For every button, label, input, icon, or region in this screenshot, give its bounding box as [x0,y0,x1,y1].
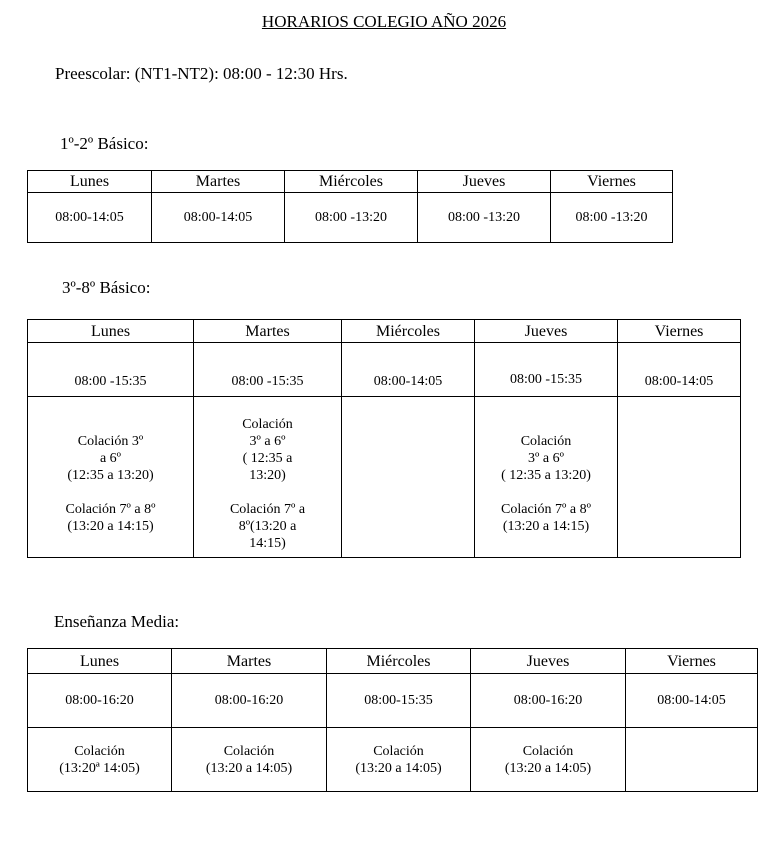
basico-1-2-heading: 1º-2º Básico: [60,134,149,153]
day-header: Martes [172,649,327,674]
day-header: Jueves [418,171,551,193]
media-heading: Enseñanza Media: [54,612,180,631]
hours-cell: 08:00-14:05 [618,343,741,397]
table-header-row [28,649,758,674]
table-row [28,728,758,792]
hours-cell: 08:00 -15:35 [194,343,342,397]
day-header: Miércoles [327,649,471,674]
colacion-cell: Colación 3º a 6º ( 12:35 a 13:20) Colación 7º a 8º (13:20 a 14:15) [501,434,591,534]
media-table [27,648,758,792]
basico-1-2-table [27,170,673,243]
preescolar-schedule: Preescolar: (NT1-NT2): 08:00 - 12:30 Hrs. [55,64,348,83]
colacion-cell: Colación 3º a 6º (12:35 a 13:20) Colación 7º a 8º (13:20 a 14:15) [65,434,156,534]
day-header: Lunes [28,649,172,674]
hours-cell: 08:00-14:05 [626,674,758,728]
colacion-cell: Colación (13:20 a 14:05) [205,743,293,776]
basico-3-8-heading: 3º-8º Básico: [62,278,151,297]
hours-cell: 08:00 -13:20 [551,193,673,243]
day-header: Martes [152,171,285,193]
day-header: Lunes [28,320,194,343]
day-header: Martes [194,320,342,343]
basico-3-8-table [27,319,741,558]
hours-cell: 08:00 -13:20 [285,193,418,243]
day-header: Miércoles [285,171,418,193]
hours-cell: 08:00 -15:35 [475,343,618,397]
table-row [28,674,758,728]
hours-cell: 08:00-15:35 [327,674,471,728]
day-header: Jueves [471,649,626,674]
table-row [28,397,741,558]
day-header: Miércoles [342,320,475,343]
hours-cell: 08:00 -15:35 [28,343,194,397]
hours-cell: 08:00-16:20 [172,674,327,728]
table-header-row [28,320,741,343]
table-header-row [28,171,673,193]
hours-cell: 08:00-16:20 [471,674,626,728]
day-header: Viernes [618,320,741,343]
table-row [28,343,741,397]
hours-cell: 08:00-14:05 [342,343,475,397]
day-header: Lunes [28,171,152,193]
hours-cell: 08:00-14:05 [28,193,152,243]
colacion-cell: Colación (13:20ª 14:05) [59,743,140,776]
colacion-cell: Colación (13:20 a 14:05) [355,743,442,776]
colacion-cell: Colación 3º a 6º ( 12:35 a 13:20) Colación 7º a 8º(13:20 a 14:15) [229,417,306,551]
hours-cell: 08:00-14:05 [152,193,285,243]
hours-cell: 08:00 -13:20 [418,193,551,243]
hours-cell: 08:00-16:20 [28,674,172,728]
page-title: HORARIOS COLEGIO AÑO 2026 [261,12,507,31]
day-header: Viernes [626,649,758,674]
day-header: Viernes [551,171,673,193]
colacion-cell: Colación (13:20 a 14:05) [504,743,592,776]
day-header: Jueves [475,320,618,343]
table-row [28,193,673,243]
